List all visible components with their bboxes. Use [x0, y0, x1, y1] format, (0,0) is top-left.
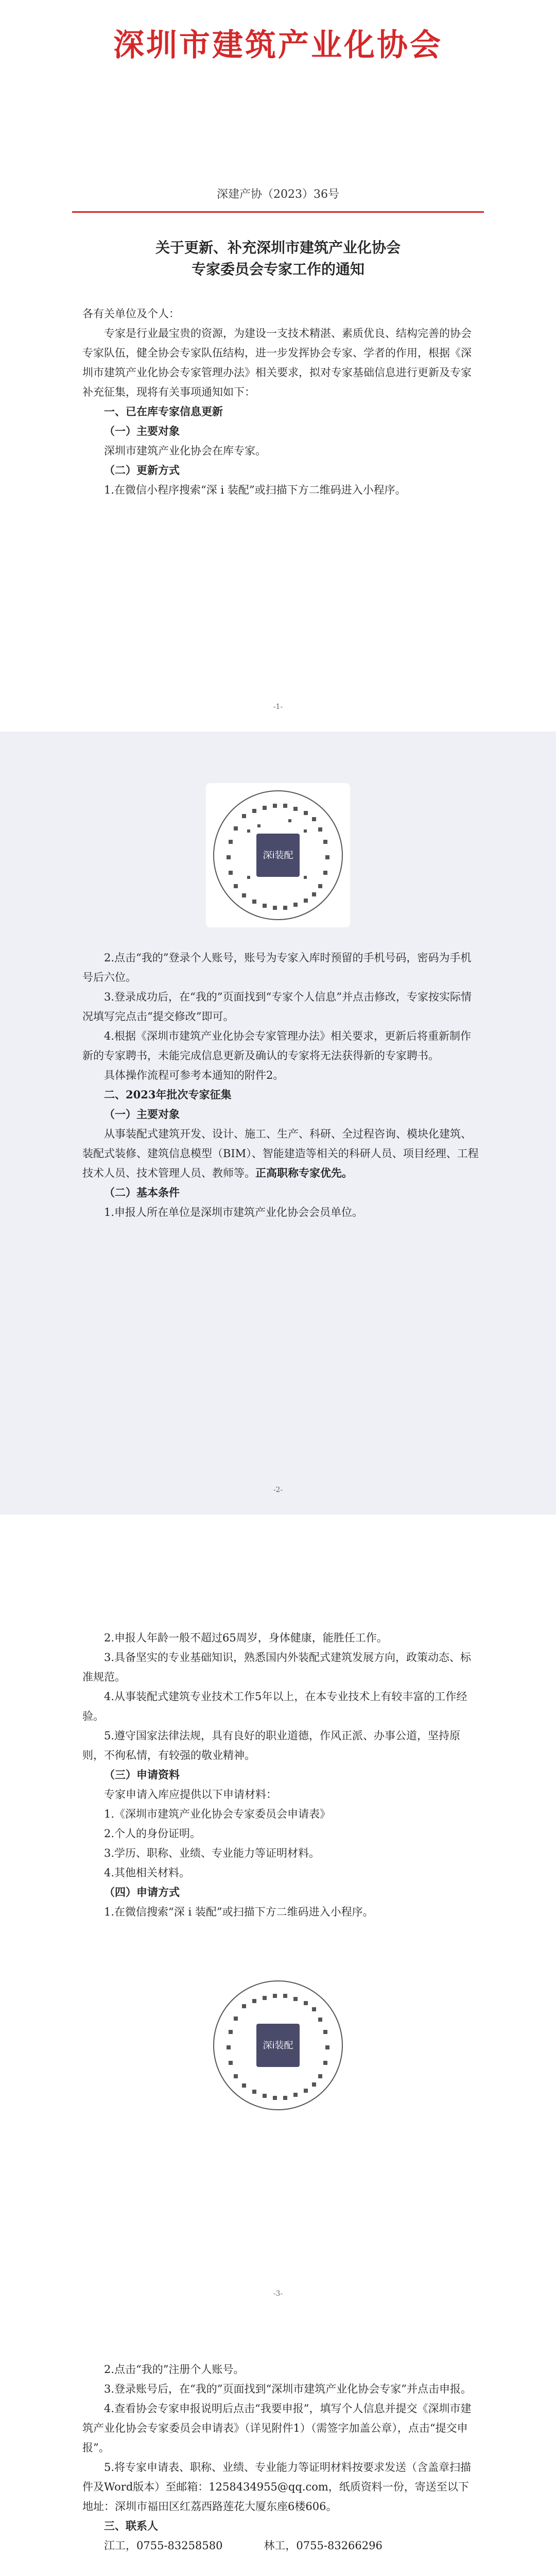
paragraph-text: 从事装配式建筑开发、设计、施工、生产、科研、全过程咨询、模块化建筑、装配式装修、建筑信息模型（BIM）、智能建造等相关的科研人员、项目经理、工程技术人员、技术管理人员、教师等。	[82, 1128, 479, 1179]
paragraph: 1.在微信小程序搜索“深 i 装配”或扫描下方二维码进入小程序。	[104, 484, 406, 496]
qr-code-icon	[206, 783, 350, 927]
org-header: 深圳市建筑产业化协会	[113, 27, 443, 63]
paragraph: 专家申请入库应提供以下申请材料：	[104, 1788, 277, 1801]
title-line-2: 专家委员会专家工作的通知	[191, 261, 364, 278]
paragraph: 3.登录账号后，在“我的”页面找到“深圳市建筑产业化协会专家”并点击申报。	[104, 2383, 472, 2395]
paragraph: 深圳市建筑产业化协会在库专家。	[104, 445, 266, 457]
qr-code-icon	[206, 1973, 350, 2117]
material-item: 4.其他相关材料。	[104, 1867, 190, 1879]
paragraph: 1.申报人所在单位是深圳市建筑产业化协会会员单位。	[104, 1206, 363, 1218]
subheading-2-4: （四）申请方式	[104, 1886, 180, 1899]
page-4-body	[82, 2360, 479, 2576]
salutation: 各有关单位及个人：	[82, 308, 180, 320]
qr-code-image	[206, 783, 350, 927]
priority-note: 正高职称专家优先。	[255, 1166, 353, 1179]
page-2-body	[82, 948, 479, 1222]
section-heading-2: 二、2023年批次专家征集	[104, 1088, 232, 1101]
subheading-2-2: （二）基本条件	[104, 1186, 180, 1199]
paragraph: 5.将专家申请表、职称、业绩、专业能力等证明材料按要求发送（含盖章扫描件及Word版本）至邮箱：1258434955@qq.com，纸质资料一份，寄送至以下地址：深圳市福田区红荔西路莲花大厦东座6楼606。	[82, 2461, 472, 2513]
page-2	[0, 732, 556, 1515]
contact-2: 林工，0755-83266296	[264, 2539, 383, 2552]
intro-paragraph: 专家是行业最宝贵的资源，为建设一支技术精湛、素质优良、结构完善的协会专家队伍，健全协会专家队伍结构，进一步发挥协会专家、学者的作用，根据《深圳市建筑产业化协会专家管理办法》相关要求，拟对专家基础信息进行更新及专家补充征集，现将有关事项通知如下：	[82, 327, 472, 398]
section-heading-1: 一、已在库专家信息更新	[104, 405, 223, 418]
contact-1: 江工，0755-83258580	[104, 2539, 223, 2552]
document-title	[0, 237, 556, 280]
paragraph: 3.具备坚实的专业基础知识，熟悉国内外装配式建筑发展方向，政策动态、标准规范。	[82, 1651, 472, 1683]
qr-code-image	[206, 1973, 350, 2117]
page-3	[0, 1515, 556, 2318]
paragraph: 3.登录成功后，在“我的”页面找到“专家个人信息”并点击修改，专家按实际情况填写完点击“提交修改”即可。	[82, 991, 472, 1023]
paragraph: 具体操作流程可参考本通知的附件2。	[104, 1069, 284, 1081]
paragraph: 4.查看协会专家申报说明后点击“我要申报”，填写个人信息并提交《深圳市建筑产业化协会专家委员会申请表》（详见附件1）（需签字加盖公章），点击“提交申报”。	[82, 2402, 472, 2454]
subheading-2-1: （一）主要对象	[104, 1108, 180, 1121]
page-number: -2-	[273, 1486, 283, 1494]
page-number: -1-	[273, 703, 283, 711]
page-3-body	[82, 1628, 479, 1922]
paragraph: 5.遵守国家法律法规，具有良好的职业道德，作风正派、办事公道，坚持原则，不徇私情，有较强的敬业精神。	[82, 1730, 461, 1761]
page-number: -3-	[273, 2290, 283, 2298]
subheading-1-2: （二）更新方式	[104, 464, 180, 477]
qr-label: 深i装配	[263, 850, 293, 861]
paragraph: 4.从事装配式建筑专业技术工作5年以上，在本专业技术上有较丰富的工作经验。	[82, 1690, 467, 1722]
paragraph: 1.在微信搜索“深 i 装配”或扫描下方二维码进入小程序。	[104, 1906, 374, 1918]
paragraph: 2.点击“我的”登录个人账号，账号为专家入库时预留的手机号码，密码为手机号后六位。	[82, 952, 472, 984]
subheading-2-3: （三）申请资料	[104, 1768, 180, 1781]
qr-label: 深i装配	[263, 2040, 293, 2051]
material-item: 1.《深圳市建筑产业化协会专家委员会申请表》	[104, 1808, 331, 1820]
contacts	[82, 2536, 479, 2555]
title-line-1: 关于更新、补充深圳市建筑产业化协会	[155, 239, 401, 256]
material-item: 2.个人的身份证明。	[104, 1827, 201, 1840]
page-1	[0, 0, 556, 732]
paragraph: 2.申报人年龄一般不超过65周岁，身体健康，能胜任工作。	[104, 1632, 388, 1644]
document-number: 深建产协（2023）36号	[217, 188, 339, 201]
material-item: 3.学历、职称、业绩、专业能力等证明材料。	[104, 1847, 320, 1859]
page-4	[0, 2318, 556, 2576]
section-heading-3: 三、联系人	[104, 2519, 158, 2532]
paragraph: 2.点击“我的”注册个人账号。	[104, 2363, 245, 2376]
subheading-1-1: （一）主要对象	[104, 425, 180, 437]
paragraph: 4.根据《深圳市建筑产业化协会专家管理办法》相关要求，更新后将重新制作新的专家聘书，未能完成信息更新及确认的专家将无法获得新的专家聘书。	[82, 1030, 472, 1062]
paragraph	[82, 1124, 479, 1183]
page-1-body	[82, 304, 479, 500]
red-divider	[72, 211, 484, 213]
